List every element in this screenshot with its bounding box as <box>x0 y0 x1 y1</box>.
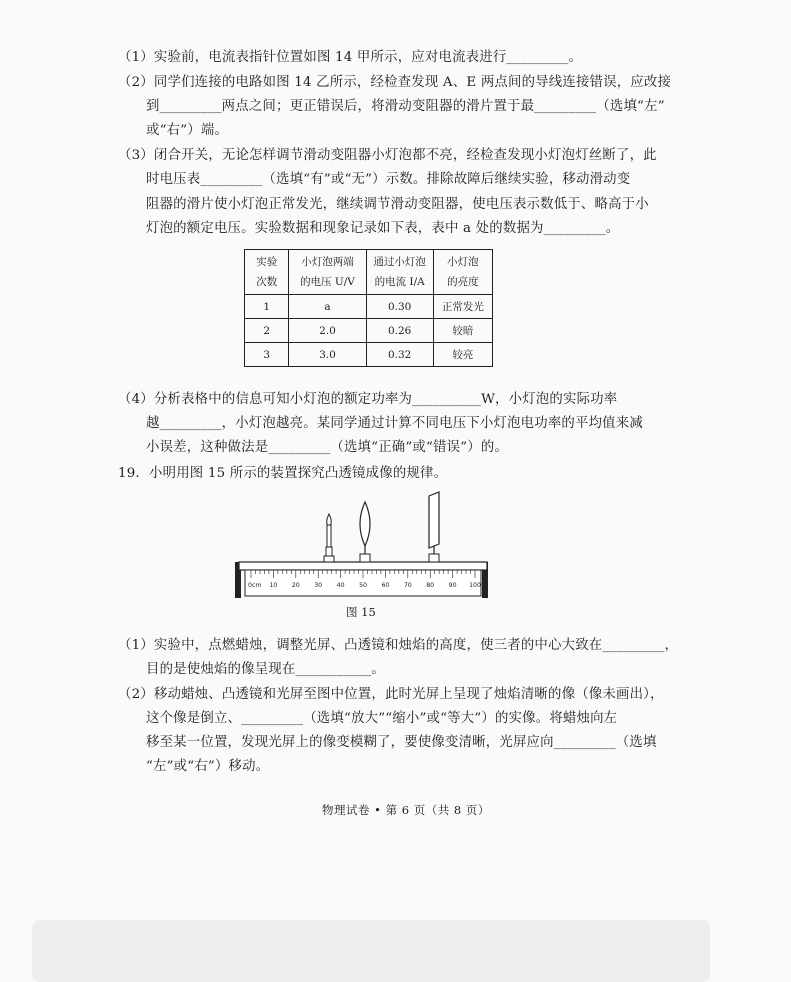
table-cell: 较亮 <box>433 343 492 367</box>
table-cell: 0.26 <box>366 319 433 343</box>
ruler-tick-label: 0cm <box>248 582 262 589</box>
ruler-tick-label: 10 <box>269 582 278 589</box>
ruler-tick-label: 80 <box>426 582 435 589</box>
table-cell: 2 <box>245 319 289 343</box>
table-cell: 正常发光 <box>433 295 492 319</box>
ruler-tick-label: 60 <box>381 582 390 589</box>
ruler-tick-label: 100 <box>469 582 481 589</box>
candle-icon <box>324 514 334 562</box>
table-header-row <box>245 250 493 295</box>
q19-stem-line: 19．小明用图 15 所示的装置探究凸透镜成像的规律。 <box>118 466 448 481</box>
q18-2-line-cont: 或“右”）端。 <box>146 123 229 138</box>
table-cell: 0.30 <box>366 295 433 319</box>
bench-track <box>239 562 487 570</box>
q18-3-line-cont: 阻器的滑片使小灯泡正常发光，继续调节滑动变阻器，使电压表示数低于、略高于小 <box>146 197 649 212</box>
q19-2-line: （2）移动蜡烛、凸透镜和光屏至图中位置，此时光屏上呈现了烛焰清晰的像（像未画出）， <box>118 687 664 702</box>
table-cell: 较暗 <box>433 319 492 343</box>
q18-2-line-cont: 到_________两点之间；更正错误后，将滑动变阻器的滑片置于最_________（选填“左” <box>146 99 665 114</box>
q19-1-line-cont: 目的是使烛焰的像呈现在___________。 <box>146 662 385 677</box>
ruler-tick-label: 70 <box>403 582 412 589</box>
table-cell: 3.0 <box>289 343 366 367</box>
q19-1-line: （1）实验中，点燃蜡烛，调整光屏、凸透镜和烛焰的高度，使三者的中心大致在_________， <box>118 638 679 653</box>
bottom-panel <box>32 920 710 982</box>
q19-2-line-cont: 移至某一位置，发现光屏上的像变模糊了，要使像变清晰，光屏应向_________（选填 <box>146 735 657 750</box>
ruler-tick-label: 90 <box>448 582 457 589</box>
experiment-data-table <box>244 249 493 367</box>
table-row <box>245 343 493 367</box>
ruler-tick-label: 50 <box>359 582 367 589</box>
q18-2-line: （2）同学们连接的电路如图 14 乙所示，经检查发现 A、E 两点间的导线连接错误，应改接 <box>118 75 672 90</box>
q18-4-line: （4）分析表格中的信息可知小灯泡的额定功率为__________W，小灯泡的实际功率 <box>118 392 618 407</box>
table-cell: a <box>289 295 366 319</box>
light-screen-icon <box>429 492 439 562</box>
table-cell: 3 <box>245 343 289 367</box>
table-header-cell: 实验 次数 <box>245 250 289 295</box>
table-header-cell: 小灯泡两端 的电压 U/V <box>289 250 366 295</box>
q18-1-line: （1）实验前，电流表指针位置如图 14 甲所示，应对电流表进行_________。 <box>118 50 583 65</box>
q18-3-line: （3）闭合开关，无论怎样调节滑动变阻器小灯泡都不亮，经检查发现小灯泡灯丝断了，此 <box>118 148 657 163</box>
optical-bench-figure <box>225 490 505 600</box>
q18-4-line-cont: 小误差，这种做法是_________（选填“正确”或“错误”）的。 <box>146 440 509 455</box>
table-row <box>245 319 493 343</box>
table-header-cell: 通过小灯泡 的电流 I/A <box>366 250 433 295</box>
table-cell: 0.32 <box>366 343 433 367</box>
ruler-tick-label: 20 <box>291 582 300 589</box>
q19-2-line-cont: “左”或“右”）移动。 <box>146 759 270 774</box>
table-header-cell: 小灯泡 的亮度 <box>433 250 492 295</box>
q19-2-line-cont: 这个像是倒立、_________（选填“放大”“缩小”或“等大”）的实像。将蜡烛向左 <box>146 711 618 726</box>
table-cell: 2.0 <box>289 319 366 343</box>
ruler-tick-label: 30 <box>314 582 323 589</box>
ruler-tick-label: 40 <box>336 582 345 589</box>
page-footer: 物理试卷 • 第 6 页（共 8 页） <box>322 803 490 817</box>
q18-3-line-cont: 灯泡的额定电压。实验数据和现象记录如下表，表中 a 处的数据为_________。 <box>146 221 620 236</box>
q18-3-line-cont: 时电压表_________（选填“有”或“无”）示数。排除故障后继续实验，移动滑动变 <box>146 172 631 187</box>
table-row <box>245 295 493 319</box>
figure-caption: 图 15 <box>346 605 376 619</box>
table-cell: 1 <box>245 295 289 319</box>
convex-lens-icon <box>360 502 370 562</box>
q18-4-line-cont: 越_________，小灯泡越亮。某同学通过计算不同电压下小灯泡电功率的平均值来减 <box>146 416 643 431</box>
